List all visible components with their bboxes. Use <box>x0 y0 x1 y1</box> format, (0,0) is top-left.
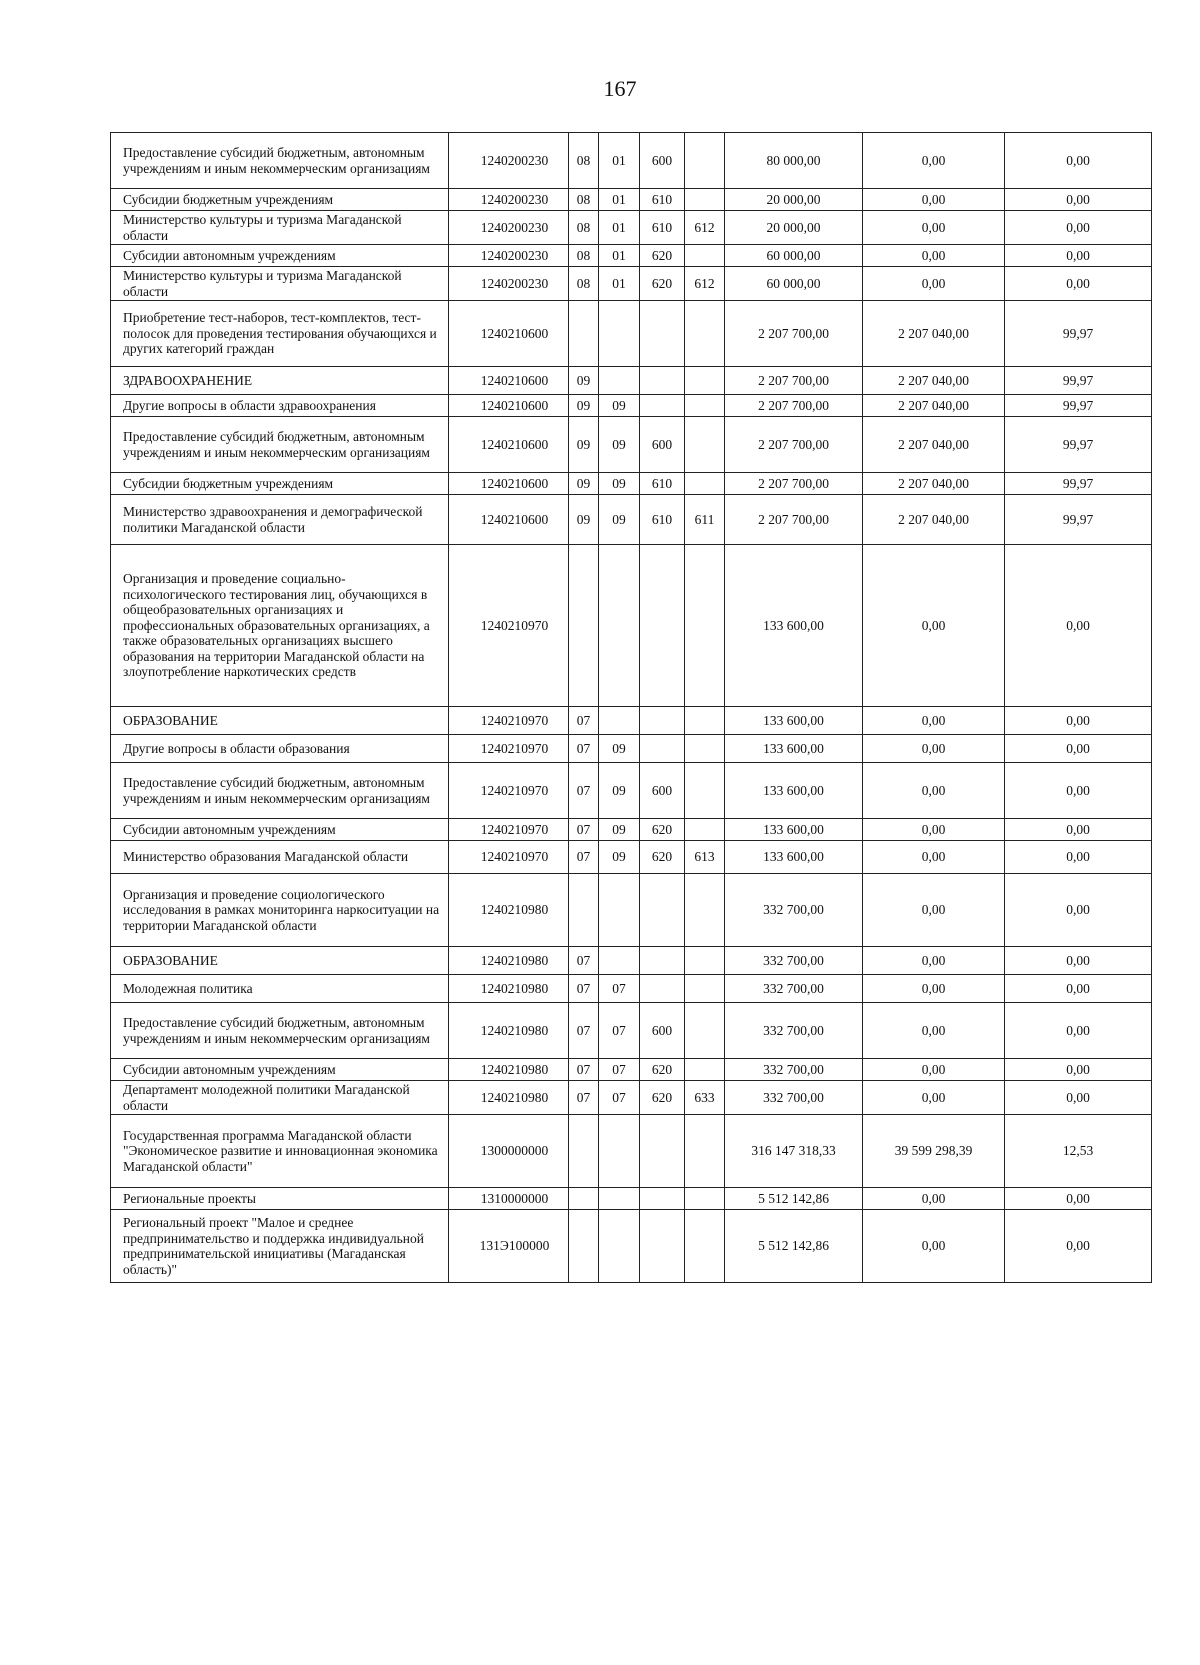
row-execution-percent: 99,97 <box>1005 417 1152 473</box>
row-planned-amount: 2 207 700,00 <box>725 395 863 417</box>
row-admin-code: 611 <box>685 495 725 545</box>
table-row <box>111 189 1152 211</box>
row-subsection <box>599 1210 640 1283</box>
row-subsection: 09 <box>599 819 640 841</box>
row-target-code: 1240210600 <box>449 367 569 395</box>
row-execution-percent: 0,00 <box>1005 841 1152 874</box>
table-row <box>111 473 1152 495</box>
table-row <box>111 1059 1152 1081</box>
row-section <box>569 545 599 707</box>
table-row <box>111 735 1152 763</box>
row-name: Организация и проведение социально-психологического тестирования лиц, обучающихся в общеобразовательных организациях и профессиональных образовательных организациях, а также образовательных организациях высшего образования на территории Магаданской области на злоупотребление наркотических средств <box>111 545 449 707</box>
row-admin-code <box>685 367 725 395</box>
row-expense-type <box>640 367 685 395</box>
row-name: Субсидии автономным учреждениям <box>111 245 449 267</box>
row-section <box>569 1115 599 1188</box>
row-planned-amount: 332 700,00 <box>725 975 863 1003</box>
row-name: Приобретение тест-наборов, тест-комплектов, тест-полосок для проведения тестирования обучающихся и других категорий граждан <box>111 301 449 367</box>
row-target-code: 1240210970 <box>449 545 569 707</box>
row-actual-amount: 0,00 <box>863 267 1005 301</box>
row-name: Министерство здравоохранения и демографической политики Магаданской области <box>111 495 449 545</box>
row-planned-amount: 332 700,00 <box>725 1003 863 1059</box>
row-target-code: 1240210970 <box>449 819 569 841</box>
row-section: 08 <box>569 133 599 189</box>
row-execution-percent: 99,97 <box>1005 495 1152 545</box>
row-subsection: 09 <box>599 473 640 495</box>
table-row <box>111 1081 1152 1115</box>
row-name: Предоставление субсидий бюджетным, автономным учреждениям и иным некоммерческим организациям <box>111 1003 449 1059</box>
row-planned-amount: 332 700,00 <box>725 874 863 947</box>
row-section: 07 <box>569 1059 599 1081</box>
row-admin-code: 633 <box>685 1081 725 1115</box>
row-execution-percent: 0,00 <box>1005 1210 1152 1283</box>
table-row <box>111 819 1152 841</box>
row-subsection <box>599 545 640 707</box>
row-expense-type: 600 <box>640 133 685 189</box>
row-admin-code <box>685 1059 725 1081</box>
row-name: Министерство культуры и туризма Магаданской области <box>111 211 449 245</box>
row-name: Другие вопросы в области здравоохранения <box>111 395 449 417</box>
row-target-code: 1240210980 <box>449 947 569 975</box>
row-section: 08 <box>569 189 599 211</box>
row-expense-type: 620 <box>640 267 685 301</box>
row-section: 09 <box>569 473 599 495</box>
table-row <box>111 495 1152 545</box>
row-target-code: 1240210970 <box>449 763 569 819</box>
row-target-code: 1240200230 <box>449 211 569 245</box>
row-name: ОБРАЗОВАНИЕ <box>111 707 449 735</box>
row-actual-amount: 0,00 <box>863 245 1005 267</box>
row-expense-type: 610 <box>640 473 685 495</box>
page-number: 167 <box>603 76 637 101</box>
table-row <box>111 707 1152 735</box>
row-section: 08 <box>569 211 599 245</box>
table-row <box>111 301 1152 367</box>
row-actual-amount: 0,00 <box>863 1059 1005 1081</box>
table-row <box>111 211 1152 245</box>
row-section: 07 <box>569 819 599 841</box>
row-name: Региональный проект "Малое и среднее предпринимательство и поддержка индивидуальной предпринимательской инициативы (Магаданская область)" <box>111 1210 449 1283</box>
row-execution-percent: 0,00 <box>1005 975 1152 1003</box>
row-subsection: 09 <box>599 841 640 874</box>
row-execution-percent: 0,00 <box>1005 245 1152 267</box>
table-row <box>111 395 1152 417</box>
row-execution-percent: 0,00 <box>1005 189 1152 211</box>
table-row <box>111 245 1152 267</box>
row-section <box>569 874 599 947</box>
row-execution-percent: 0,00 <box>1005 1059 1152 1081</box>
row-planned-amount: 316 147 318,33 <box>725 1115 863 1188</box>
row-name: ЗДРАВООХРАНЕНИЕ <box>111 367 449 395</box>
row-actual-amount: 0,00 <box>863 1003 1005 1059</box>
row-admin-code <box>685 1210 725 1283</box>
row-section: 09 <box>569 395 599 417</box>
row-subsection: 09 <box>599 735 640 763</box>
row-execution-percent: 0,00 <box>1005 545 1152 707</box>
row-actual-amount: 0,00 <box>863 763 1005 819</box>
row-subsection <box>599 1115 640 1188</box>
row-target-code: 1240200230 <box>449 189 569 211</box>
row-expense-type <box>640 1115 685 1188</box>
row-admin-code <box>685 1188 725 1210</box>
row-actual-amount: 0,00 <box>863 947 1005 975</box>
row-target-code: 1240200230 <box>449 133 569 189</box>
row-actual-amount: 0,00 <box>863 735 1005 763</box>
row-target-code: 1300000000 <box>449 1115 569 1188</box>
row-subsection <box>599 1188 640 1210</box>
row-planned-amount: 60 000,00 <box>725 245 863 267</box>
row-planned-amount: 60 000,00 <box>725 267 863 301</box>
row-subsection: 01 <box>599 267 640 301</box>
row-expense-type: 620 <box>640 841 685 874</box>
row-name: Государственная программа Магаданской области "Экономическое развитие и инновационная экономика Магаданской области" <box>111 1115 449 1188</box>
row-name: Другие вопросы в области образования <box>111 735 449 763</box>
row-actual-amount: 0,00 <box>863 211 1005 245</box>
row-admin-code <box>685 763 725 819</box>
row-target-code: 1240210600 <box>449 395 569 417</box>
row-execution-percent: 99,97 <box>1005 395 1152 417</box>
budget-table <box>110 132 1152 1283</box>
row-section: 08 <box>569 245 599 267</box>
row-target-code: 1240210600 <box>449 473 569 495</box>
row-actual-amount: 0,00 <box>863 874 1005 947</box>
row-execution-percent: 0,00 <box>1005 763 1152 819</box>
row-target-code: 1240210970 <box>449 707 569 735</box>
row-subsection: 07 <box>599 1081 640 1115</box>
table-row <box>111 133 1152 189</box>
row-admin-code <box>685 707 725 735</box>
row-actual-amount: 0,00 <box>863 545 1005 707</box>
row-actual-amount: 0,00 <box>863 189 1005 211</box>
row-execution-percent: 0,00 <box>1005 1081 1152 1115</box>
row-actual-amount: 2 207 040,00 <box>863 473 1005 495</box>
row-name: ОБРАЗОВАНИЕ <box>111 947 449 975</box>
row-subsection: 07 <box>599 975 640 1003</box>
row-admin-code <box>685 874 725 947</box>
row-planned-amount: 133 600,00 <box>725 819 863 841</box>
row-section: 07 <box>569 975 599 1003</box>
row-execution-percent: 0,00 <box>1005 707 1152 735</box>
row-actual-amount: 2 207 040,00 <box>863 395 1005 417</box>
row-section: 07 <box>569 735 599 763</box>
row-planned-amount: 2 207 700,00 <box>725 367 863 395</box>
row-planned-amount: 133 600,00 <box>725 707 863 735</box>
row-expense-type: 600 <box>640 417 685 473</box>
row-expense-type <box>640 735 685 763</box>
row-admin-code <box>685 473 725 495</box>
row-name: Молодежная политика <box>111 975 449 1003</box>
row-expense-type: 620 <box>640 1059 685 1081</box>
row-execution-percent: 0,00 <box>1005 819 1152 841</box>
row-name: Субсидии бюджетным учреждениям <box>111 189 449 211</box>
row-planned-amount: 80 000,00 <box>725 133 863 189</box>
row-section <box>569 301 599 367</box>
row-section: 07 <box>569 707 599 735</box>
row-execution-percent: 0,00 <box>1005 267 1152 301</box>
row-actual-amount: 39 599 298,39 <box>863 1115 1005 1188</box>
row-name: Предоставление субсидий бюджетным, автономным учреждениям и иным некоммерческим организациям <box>111 417 449 473</box>
row-subsection: 09 <box>599 395 640 417</box>
row-section <box>569 1210 599 1283</box>
row-expense-type <box>640 975 685 1003</box>
row-section: 07 <box>569 947 599 975</box>
row-target-code: 1310000000 <box>449 1188 569 1210</box>
row-execution-percent: 99,97 <box>1005 473 1152 495</box>
row-target-code: 1240210970 <box>449 735 569 763</box>
row-execution-percent: 12,53 <box>1005 1115 1152 1188</box>
row-name: Субсидии автономным учреждениям <box>111 819 449 841</box>
row-expense-type: 620 <box>640 245 685 267</box>
row-admin-code <box>685 1115 725 1188</box>
row-expense-type: 620 <box>640 819 685 841</box>
row-target-code: 1240210980 <box>449 1081 569 1115</box>
row-expense-type <box>640 874 685 947</box>
row-execution-percent: 0,00 <box>1005 1188 1152 1210</box>
row-expense-type <box>640 1210 685 1283</box>
row-section: 09 <box>569 417 599 473</box>
table-row <box>111 1188 1152 1210</box>
row-planned-amount: 133 600,00 <box>725 763 863 819</box>
row-name: Предоставление субсидий бюджетным, автономным учреждениям и иным некоммерческим организациям <box>111 133 449 189</box>
table-row <box>111 267 1152 301</box>
row-target-code: 1240210980 <box>449 1003 569 1059</box>
row-execution-percent: 0,00 <box>1005 211 1152 245</box>
row-admin-code <box>685 301 725 367</box>
row-subsection: 01 <box>599 189 640 211</box>
row-admin-code <box>685 545 725 707</box>
row-subsection: 09 <box>599 763 640 819</box>
row-actual-amount: 2 207 040,00 <box>863 367 1005 395</box>
row-subsection <box>599 301 640 367</box>
row-expense-type: 600 <box>640 1003 685 1059</box>
row-subsection: 01 <box>599 245 640 267</box>
row-name: Региональные проекты <box>111 1188 449 1210</box>
row-subsection: 09 <box>599 495 640 545</box>
row-expense-type <box>640 947 685 975</box>
row-planned-amount: 5 512 142,86 <box>725 1210 863 1283</box>
row-execution-percent: 0,00 <box>1005 735 1152 763</box>
table-row <box>111 1115 1152 1188</box>
row-planned-amount: 332 700,00 <box>725 1059 863 1081</box>
row-target-code: 1240210970 <box>449 841 569 874</box>
row-execution-percent: 99,97 <box>1005 367 1152 395</box>
row-actual-amount: 2 207 040,00 <box>863 301 1005 367</box>
row-subsection: 01 <box>599 211 640 245</box>
table-row <box>111 874 1152 947</box>
row-actual-amount: 0,00 <box>863 1188 1005 1210</box>
row-section <box>569 1188 599 1210</box>
row-execution-percent: 99,97 <box>1005 301 1152 367</box>
row-actual-amount: 0,00 <box>863 841 1005 874</box>
row-target-code: 1240210600 <box>449 495 569 545</box>
row-actual-amount: 0,00 <box>863 707 1005 735</box>
table-row <box>111 1210 1152 1283</box>
row-expense-type <box>640 395 685 417</box>
row-section: 07 <box>569 1003 599 1059</box>
table-row <box>111 975 1152 1003</box>
row-section: 07 <box>569 841 599 874</box>
row-section: 09 <box>569 495 599 545</box>
row-section: 08 <box>569 267 599 301</box>
row-execution-percent: 0,00 <box>1005 133 1152 189</box>
row-name: Департамент молодежной политики Магаданской области <box>111 1081 449 1115</box>
row-admin-code <box>685 395 725 417</box>
row-name: Организация и проведение социологического исследования в рамках мониторинга наркоситуации на территории Магаданской области <box>111 874 449 947</box>
row-admin-code <box>685 735 725 763</box>
row-subsection <box>599 947 640 975</box>
row-planned-amount: 5 512 142,86 <box>725 1188 863 1210</box>
row-admin-code <box>685 975 725 1003</box>
row-subsection: 09 <box>599 417 640 473</box>
row-expense-type: 610 <box>640 211 685 245</box>
row-actual-amount: 0,00 <box>863 819 1005 841</box>
row-planned-amount: 332 700,00 <box>725 1081 863 1115</box>
table-row <box>111 947 1152 975</box>
row-subsection <box>599 874 640 947</box>
row-target-code: 1240210980 <box>449 1059 569 1081</box>
row-target-code: 1240210600 <box>449 301 569 367</box>
row-name: Министерство образования Магаданской области <box>111 841 449 874</box>
row-subsection: 07 <box>599 1003 640 1059</box>
table-row <box>111 1003 1152 1059</box>
table-row <box>111 417 1152 473</box>
row-planned-amount: 133 600,00 <box>725 545 863 707</box>
row-target-code: 1240200230 <box>449 245 569 267</box>
row-target-code: 1240200230 <box>449 267 569 301</box>
row-admin-code <box>685 417 725 473</box>
row-actual-amount: 2 207 040,00 <box>863 417 1005 473</box>
row-planned-amount: 133 600,00 <box>725 735 863 763</box>
row-admin-code <box>685 245 725 267</box>
row-planned-amount: 20 000,00 <box>725 211 863 245</box>
row-expense-type: 610 <box>640 495 685 545</box>
row-target-code: 1240210600 <box>449 417 569 473</box>
row-admin-code <box>685 1003 725 1059</box>
row-planned-amount: 2 207 700,00 <box>725 417 863 473</box>
row-planned-amount: 2 207 700,00 <box>725 495 863 545</box>
row-name: Министерство культуры и туризма Магаданской области <box>111 267 449 301</box>
row-section: 07 <box>569 763 599 819</box>
row-planned-amount: 2 207 700,00 <box>725 301 863 367</box>
row-target-code: 1240210980 <box>449 874 569 947</box>
row-actual-amount: 2 207 040,00 <box>863 495 1005 545</box>
row-expense-type: 620 <box>640 1081 685 1115</box>
row-planned-amount: 332 700,00 <box>725 947 863 975</box>
row-actual-amount: 0,00 <box>863 975 1005 1003</box>
row-actual-amount: 0,00 <box>863 1081 1005 1115</box>
row-admin-code <box>685 133 725 189</box>
row-actual-amount: 0,00 <box>863 133 1005 189</box>
table-row <box>111 367 1152 395</box>
row-name: Субсидии автономным учреждениям <box>111 1059 449 1081</box>
row-admin-code <box>685 189 725 211</box>
row-subsection: 07 <box>599 1059 640 1081</box>
row-admin-code <box>685 947 725 975</box>
row-admin-code: 612 <box>685 211 725 245</box>
row-subsection: 01 <box>599 133 640 189</box>
row-section: 07 <box>569 1081 599 1115</box>
row-admin-code: 612 <box>685 267 725 301</box>
row-name: Субсидии бюджетным учреждениям <box>111 473 449 495</box>
row-execution-percent: 0,00 <box>1005 1003 1152 1059</box>
row-expense-type <box>640 545 685 707</box>
row-expense-type <box>640 301 685 367</box>
table-row <box>111 841 1152 874</box>
row-name: Предоставление субсидий бюджетным, автономным учреждениям и иным некоммерческим организациям <box>111 763 449 819</box>
row-planned-amount: 2 207 700,00 <box>725 473 863 495</box>
table-body <box>111 133 1152 1283</box>
row-actual-amount: 0,00 <box>863 1210 1005 1283</box>
row-execution-percent: 0,00 <box>1005 874 1152 947</box>
row-admin-code: 613 <box>685 841 725 874</box>
row-section: 09 <box>569 367 599 395</box>
row-expense-type: 600 <box>640 763 685 819</box>
row-subsection <box>599 367 640 395</box>
row-planned-amount: 20 000,00 <box>725 189 863 211</box>
row-subsection <box>599 707 640 735</box>
row-execution-percent: 0,00 <box>1005 947 1152 975</box>
row-expense-type <box>640 1188 685 1210</box>
row-planned-amount: 133 600,00 <box>725 841 863 874</box>
table-row <box>111 763 1152 819</box>
row-target-code: 1240210980 <box>449 975 569 1003</box>
row-expense-type <box>640 707 685 735</box>
row-expense-type: 610 <box>640 189 685 211</box>
row-target-code: 131Э100000 <box>449 1210 569 1283</box>
table-row <box>111 545 1152 707</box>
row-admin-code <box>685 819 725 841</box>
